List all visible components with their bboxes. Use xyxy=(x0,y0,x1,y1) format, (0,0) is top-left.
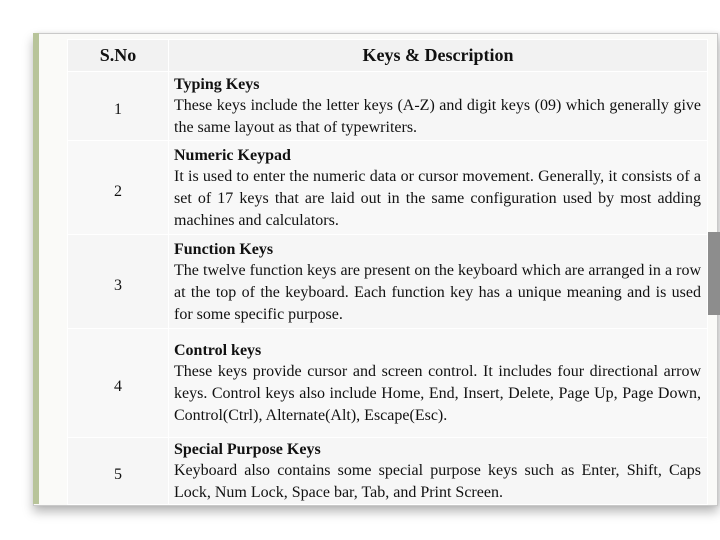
key-description: It is used to enter the numeric data or cursor movement. Generally, it consists of a set of 17 keys that are laid out in the same configuration used by most adding machines and calculators. xyxy=(174,167,701,229)
row-number xyxy=(68,438,169,505)
row-number-text: 5 xyxy=(114,466,122,483)
row-description xyxy=(169,72,708,141)
row-description xyxy=(169,141,708,235)
key-description: These keys provide cursor and screen control. It includes four directional arrow keys. Control keys also include Home, End, Insert, Delete, Page Up, Page Down, Control(Ctrl), Alternate(Alt), Escape(Esc). xyxy=(174,363,701,424)
keys-table xyxy=(67,39,708,505)
row-description xyxy=(169,438,708,505)
key-title: Special Purpose Keys xyxy=(174,441,321,458)
side-bar-decoration xyxy=(708,232,720,315)
key-description: Keyboard also contains some special purpose keys such as Enter, Shift, Caps Lock, Num Lock, Space bar, Tab, and Print Screen. xyxy=(174,462,701,501)
row-number-text: 2 xyxy=(114,182,122,200)
row-number xyxy=(68,141,169,235)
row-number xyxy=(68,72,169,141)
table-row xyxy=(68,438,708,505)
key-title: Numeric Keypad xyxy=(174,146,291,164)
table-row xyxy=(68,141,708,235)
row-description xyxy=(169,235,708,329)
row-description xyxy=(169,329,708,438)
table-row xyxy=(68,72,708,141)
header-sno: S.No xyxy=(68,40,169,72)
key-title: Function Keys xyxy=(174,240,274,258)
key-title: Typing Keys xyxy=(174,76,260,93)
table-row xyxy=(68,329,708,438)
table-row xyxy=(68,235,708,329)
row-number xyxy=(68,329,169,438)
header-description: Keys & Description xyxy=(169,40,708,72)
key-title: Control keys xyxy=(174,342,262,359)
table-header-row xyxy=(68,40,708,72)
accent-strip xyxy=(33,33,39,504)
row-number-text: 3 xyxy=(114,276,122,294)
key-description: The twelve function keys are present on the keyboard which are arranged in a row at the top of the keyboard. Each function key has a unique meaning and is used for some specific purpose. xyxy=(174,261,701,323)
row-number xyxy=(68,235,169,329)
row-number-text: 1 xyxy=(114,101,122,118)
row-number-text: 4 xyxy=(114,378,122,395)
key-description: These keys include the letter keys (A-Z) and digit keys (09) which generally give the same layout as that of typewriters. xyxy=(174,97,701,136)
